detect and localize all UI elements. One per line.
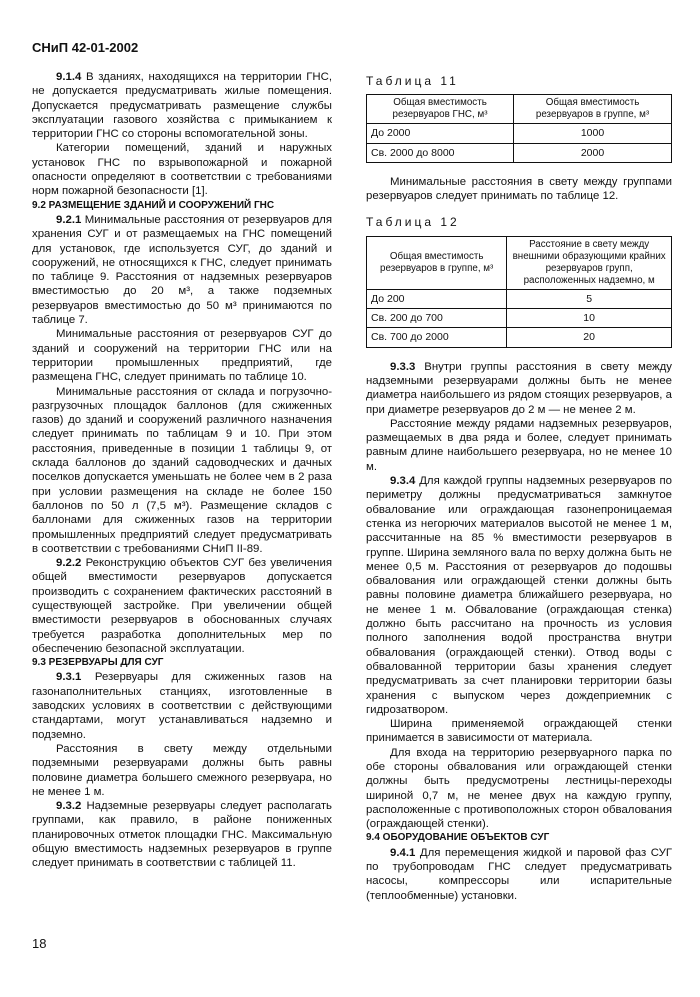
table-cell: 20: [507, 328, 672, 347]
table-row: [367, 289, 672, 308]
table-header-cell: Общая вместимость резервуаров в группе, м³: [514, 95, 672, 124]
table-11: [366, 94, 672, 163]
clause-9-3-3: 9.3.3 Внутри группы расстояния в свету между надземными резервуарами должны быть не менее диаметра наибольшего из рядом стоящих резервуаров, а при диаметре резервуаров до 2 м — не менее 2 м.: [366, 360, 672, 416]
paragraph: Минимальные расстояния от резервуаров СУГ до зданий и сооружений на территории ГНС или на территории промышленных предприятий, где размещена ГНС, следует принимать по таблице 10.: [32, 328, 332, 384]
clause-9-2-2: 9.2.2 Реконструкцию объектов СУГ без увеличения общей вместимости резервуаров допускается производить с сохранением фактических расстояний в существующей застройке. При увеличении общей вместимости резервуаров в обоснованных случаях требуется разработка дополнительных мер по обеспечению безопасной эксплуатации.: [32, 557, 332, 655]
table-12-caption: Таблица 12: [366, 215, 460, 230]
paragraph: Расстояние между рядами надземных резервуаров, размещаемых в два ряда и более, следует принимать равным длине наибольшего резервуара, но не менее 10 м.: [366, 417, 672, 473]
left-column: [32, 70, 332, 871]
table-11-caption: Таблица 11: [366, 74, 459, 88]
table-cell: 2000: [514, 143, 672, 162]
paragraph: Ширина применяемой ограждающей стенки принимается в зависимости от материала.: [366, 718, 672, 745]
table-cell: Св. 2000 до 8000: [367, 143, 514, 162]
paragraph: Для входа на территорию резервуарного парка по обе стороны обвалования или ограждающей стенки должны быть предусмотрены лестницы-переходы шириной 0,7 м, не менее двух на каждую группу, расположенные с противоположных сторон обвалования (ограждающей стенки).: [366, 746, 672, 831]
paragraph: Расстояния в свету между отдельными подземными резервуарами должны быть равны половине диаметра большего смежного резервуара, но не менее 1 м.: [32, 742, 332, 798]
table-header-cell: Расстояние в свету между внешними образующими крайних резервуаров групп, расположенных надземно, м: [507, 236, 672, 289]
paragraph: Минимальные расстояния в свету между группами резервуаров следует принимать по таблице 12.: [366, 175, 672, 203]
table-12: [366, 236, 672, 348]
table-cell: До 200: [367, 289, 507, 308]
clause-9-3-2: 9.3.2 Надземные резервуары следует располагать группами, как правило, в районе пониженных планировочных отметок площадки ГНС. Максимальную общую вместимость надземных резервуаров в группе следует принимать в соответствии с таблицей 11.: [32, 800, 332, 870]
table-cell: До 2000: [367, 124, 514, 143]
table-cell: 1000: [514, 124, 672, 143]
page-number: 18: [32, 936, 47, 951]
table-cell: 5: [507, 289, 672, 308]
table-header-cell: Общая вместимость резервуаров ГНС, м³: [367, 95, 514, 124]
table-header-cell: Общая вместимость резервуаров в группе, м³: [367, 236, 507, 289]
right-column: [366, 70, 672, 903]
table-cell: 10: [507, 309, 672, 328]
clause-9-3-1: 9.3.1 Резервуары для сжиженных газов на газонаполнительных станциях, изготовленные в заводских условиях в соответствии с действующими стандартами, могут устанавливаться надземно и подземно.: [32, 671, 332, 741]
table-row: [367, 143, 672, 162]
paragraph: Категории помещений, зданий и наружных установок ГНС по взрывопожарной и пожарной опасности определяют в соответствии с требованиями норм пожарной безопасности [1].: [32, 142, 332, 198]
paragraph: Минимальные расстояния от склада и погрузочно-разгрузочных площадок баллонов (для сжиженных газов) до зданий и сооружений различного назначения следует принимать по таблицам 9 и 10. При этом расстояния, приведенные в позиции 1 таблицы 9, от склада баллонов до зданий садоводческих и дачных поселков допускается уменьшать не более чем в 2 раза при условии размещения на складе не более 150 баллонов по 50 л (7,5 м³). Размещение складов с баллонами для сжиженных газов на территории промышленных предприятий следует предусматривать в соответствии с требованиями СНиП II-89.: [32, 385, 332, 555]
clause-9-1-4: 9.1.4 В зданиях, находящихся на территории ГНС, не допускается предусматривать жилые помещения. Допускается предусматривать размещение службы эксплуатации газового хозяйства с примыканием к территории ГНС со стороны вспомогательной зоны.: [32, 71, 332, 141]
section-heading-9-4: 9.4 ОБОРУДОВАНИЕ ОБЪЕКТОВ СУГ: [366, 832, 550, 844]
table-row: [367, 124, 672, 143]
table-cell: Св. 700 до 2000: [367, 328, 507, 347]
table-row: [367, 309, 672, 328]
clause-9-4-1: 9.4.1 Для перемещения жидкой и паровой фаз СУГ по трубопроводам ГНС следует предусматривать насосы, компрессоры или испарительные (теплообменные) установки.: [366, 846, 672, 902]
section-heading-9-3: 9.3 РЕЗЕРВУАРЫ ДЛЯ СУГ: [32, 657, 164, 669]
table-cell: Св. 200 до 700: [367, 309, 507, 328]
clause-9-2-1: 9.2.1 Минимальные расстояния от резервуаров для хранения СУГ и от размещаемых на ГНС помещений для установок, где используется СУГ, до зданий и сооружений, не относящихся к ГНС, следует принимать по таблице 9. Расстояния от надземных резервуаров вместимостью до 20 м³, а также подземных резервуаров вместимостью до 50 м³ принимаются по таблице 7.: [32, 213, 332, 327]
clause-9-3-4: 9.3.4 Для каждой группы надземных резервуаров по периметру должны предусматриваться замкнутое обвалование или ограждающая газонепроницаемая стенка из негорючих материалов высотой не менее 1 м, рассчитанные на 85 % вместимости резервуаров в группе. Ширина земляного вала по верху должна быть не менее 0,5 м. Расстояния от резервуаров до подошвы обвалования или ограждающей стенки должны быть равны половине диаметра ближайшего резервуара, но не менее 1 м. Обвалование (ограждающая стенка) должно быть рассчитано на прочность из условия полного заполнения водой пространства внутри обвалования (ограждающей стенки). Отвод воды с обвалованной территории базы хранения следует предусматривать за счет планировки территории базы хранения с выпуском через дождеприемник с гидрозатвором.: [366, 475, 672, 716]
section-heading-9-2: 9.2 РАЗМЕЩЕНИЕ ЗДАНИЙ И СООРУЖЕНИЙ ГНС: [32, 199, 275, 211]
table-row: [367, 328, 672, 347]
running-header: СНиП 42-01-2002: [32, 40, 139, 55]
